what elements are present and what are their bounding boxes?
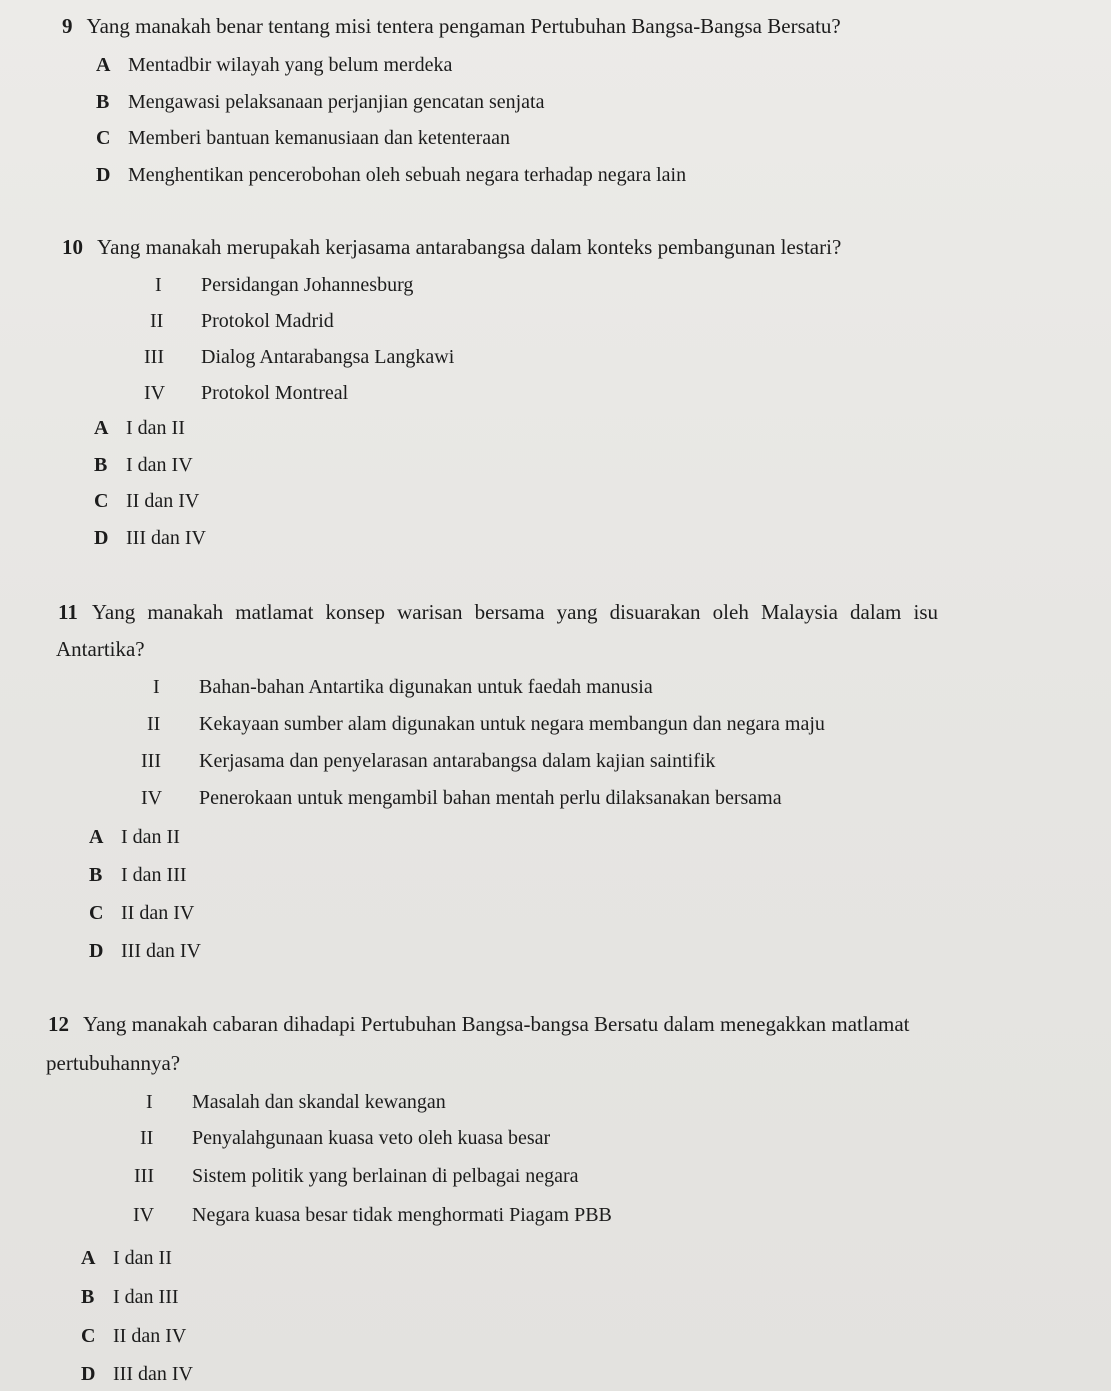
option-c[interactable] xyxy=(96,128,510,148)
option-letter: B xyxy=(81,1286,95,1308)
statement-iii xyxy=(134,1166,579,1186)
option-letter: A xyxy=(89,826,104,848)
option-text: Mengawasi pelaksanaan perjanjian gencatan senjata xyxy=(128,91,545,113)
option-text: I dan II xyxy=(113,1247,172,1269)
statement-text: Negara kuasa besar tidak menghormati Piagam PBB xyxy=(192,1204,612,1226)
question-stem xyxy=(62,237,841,258)
statement-ii xyxy=(140,1128,550,1148)
question-stem-continued xyxy=(46,1053,180,1074)
option-letter: C xyxy=(96,127,111,149)
option-text: I dan II xyxy=(121,826,180,848)
statement-numeral: II xyxy=(147,713,161,735)
option-c[interactable] xyxy=(94,491,199,511)
option-letter: D xyxy=(96,164,111,186)
statement-text: Dialog Antarabangsa Langkawi xyxy=(201,346,455,368)
option-letter: C xyxy=(81,1325,96,1347)
option-text: I dan II xyxy=(126,417,185,439)
option-d[interactable] xyxy=(94,528,206,548)
question-number: 12 xyxy=(48,1012,69,1036)
statement-numeral: IV xyxy=(133,1204,155,1226)
statement-numeral: III xyxy=(141,750,161,772)
option-letter: D xyxy=(89,940,104,962)
question-stem xyxy=(62,16,841,37)
option-text: II dan IV xyxy=(126,490,200,512)
statement-numeral: III xyxy=(134,1165,154,1187)
statement-text: Penerokaan untuk mengambil bahan mentah perlu dilaksanakan bersama xyxy=(199,787,782,809)
statement-text: Protokol Madrid xyxy=(201,310,334,332)
option-letter: A xyxy=(94,417,109,439)
statement-text: Penyalahgunaan kuasa veto oleh kuasa besar xyxy=(192,1127,551,1149)
question-text: Yang manakah matlamat konsep warisan bersama yang disuarakan oleh Malaysia dalam isu xyxy=(91,600,938,624)
option-c[interactable] xyxy=(81,1326,186,1346)
option-d[interactable] xyxy=(96,165,686,185)
statement-text: Persidangan Johannesburg xyxy=(201,274,414,296)
option-b[interactable] xyxy=(89,865,187,885)
option-letter: B xyxy=(96,91,110,113)
option-b[interactable] xyxy=(96,92,544,112)
statement-iii xyxy=(144,347,454,367)
option-d[interactable] xyxy=(81,1364,193,1384)
statement-ii xyxy=(147,714,825,734)
option-letter: A xyxy=(81,1247,96,1269)
option-letter: D xyxy=(94,527,109,549)
question-number: 9 xyxy=(62,14,73,38)
question-text: Yang manakah benar tentang misi tentera pengaman Pertubuhan Bangsa-Bangsa Bersatu? xyxy=(86,14,841,38)
option-text: Mentadbir wilayah yang belum merdeka xyxy=(128,54,453,76)
question-text: Antartika? xyxy=(56,637,145,661)
statement-text: Sistem politik yang berlainan di pelbagai negara xyxy=(192,1165,579,1187)
question-text: pertubuhannya? xyxy=(46,1051,181,1075)
option-text: III dan IV xyxy=(113,1363,193,1385)
option-letter: A xyxy=(96,54,111,76)
option-text: III dan IV xyxy=(121,940,201,962)
option-letter: C xyxy=(94,490,109,512)
option-text: Menghentikan pencerobohan oleh sebuah negara terhadap negara lain xyxy=(128,164,687,186)
option-a[interactable] xyxy=(96,55,452,75)
option-text: I dan III xyxy=(121,864,187,886)
statement-text: Kerjasama dan penyelarasan antarabangsa dalam kajian saintifik xyxy=(199,750,716,772)
statement-numeral: III xyxy=(144,346,164,368)
statement-numeral: II xyxy=(140,1127,154,1149)
question-number: 11 xyxy=(58,600,78,624)
option-b[interactable] xyxy=(94,455,193,475)
statement-text: Masalah dan skandal kewangan xyxy=(192,1091,446,1113)
option-d[interactable] xyxy=(89,941,201,961)
statement-numeral: I xyxy=(155,274,162,296)
option-letter: D xyxy=(81,1363,96,1385)
statement-numeral: IV xyxy=(144,382,166,404)
option-text: Memberi bantuan kemanusiaan dan ketenteraan xyxy=(128,127,511,149)
statement-text: Bahan-bahan Antartika digunakan untuk faedah manusia xyxy=(199,676,653,698)
statement-i xyxy=(155,275,413,295)
question-text: Yang manakah merupakah kerjasama antarabangsa dalam konteks pembangunan lestari? xyxy=(97,235,842,259)
option-text: II dan IV xyxy=(113,1325,187,1347)
statement-ii xyxy=(150,311,334,331)
option-letter: B xyxy=(89,864,103,886)
option-text: III dan IV xyxy=(126,527,206,549)
statement-iv xyxy=(141,788,782,808)
statement-numeral: IV xyxy=(141,787,163,809)
option-a[interactable] xyxy=(89,827,180,847)
statement-iv xyxy=(144,383,348,403)
statement-i xyxy=(146,1092,446,1112)
option-c[interactable] xyxy=(89,903,194,923)
statement-text: Kekayaan sumber alam digunakan untuk negara membangun dan negara maju xyxy=(199,713,825,735)
question-stem xyxy=(48,1014,910,1035)
statement-iii xyxy=(141,751,715,771)
option-b[interactable] xyxy=(81,1287,179,1307)
question-number: 10 xyxy=(62,235,83,259)
option-text: II dan IV xyxy=(121,902,195,924)
option-text: I dan III xyxy=(113,1286,179,1308)
option-a[interactable] xyxy=(94,418,185,438)
question-text: Yang manakah cabaran dihadapi Pertubuhan Bangsa-bangsa Bersatu dalam menegakkan matlamat xyxy=(83,1012,910,1036)
question-stem xyxy=(58,602,938,623)
statement-numeral: II xyxy=(150,310,164,332)
option-text: I dan IV xyxy=(126,454,193,476)
statement-text: Protokol Montreal xyxy=(201,382,349,404)
statement-numeral: I xyxy=(153,676,160,698)
statement-iv xyxy=(133,1205,612,1225)
statement-numeral: I xyxy=(146,1091,153,1113)
question-stem-continued xyxy=(56,639,145,660)
option-letter: C xyxy=(89,902,104,924)
statement-i xyxy=(153,677,653,697)
option-letter: B xyxy=(94,454,108,476)
option-a[interactable] xyxy=(81,1248,172,1268)
